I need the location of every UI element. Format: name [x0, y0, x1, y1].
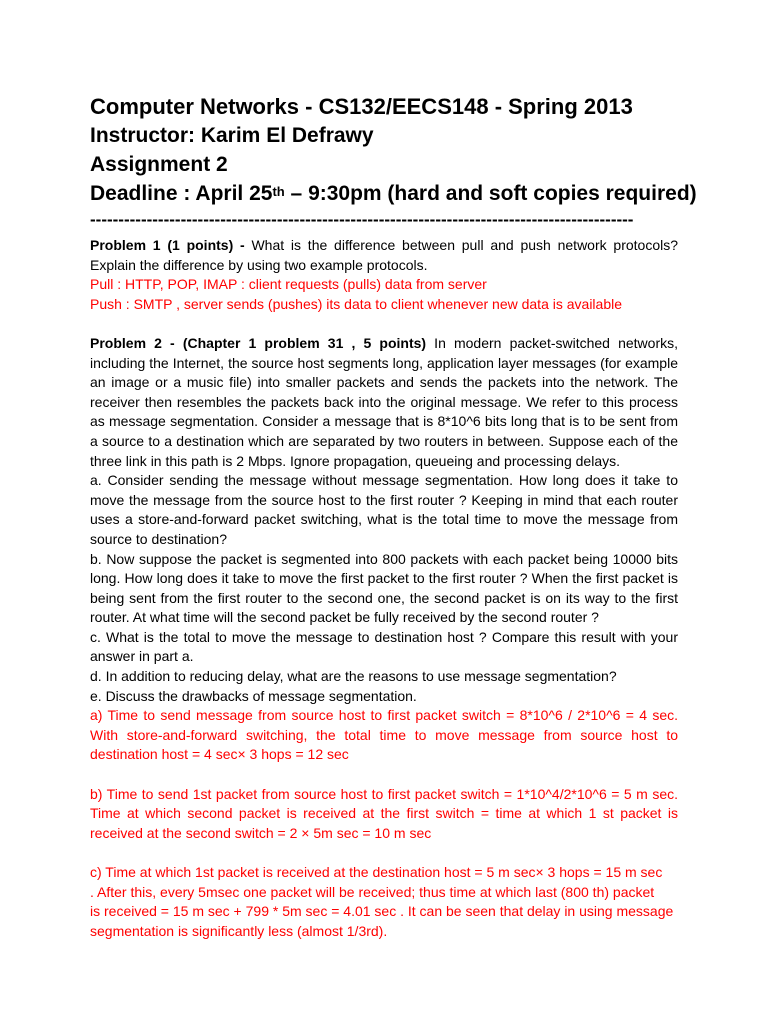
problem2-answer-c-line1: c) Time at which 1st packet is received at the destination host = 5 m sec× 3 hops = 15 m sec — [90, 864, 663, 880]
deadline-prefix: Deadline : April 25 — [90, 182, 273, 205]
problem1-heading: Problem 1 (1 points) - — [90, 237, 245, 253]
problem2-answer-c-line2: . After this, every 5msec one packet will be received; thus time at which last (800 th) packet — [90, 883, 655, 900]
spacer — [90, 314, 678, 334]
separator-line: ------------------------------------------------------------------------------------------------ — [90, 210, 634, 229]
instructor-line: Instructor: Karim El Defrawy — [90, 124, 374, 147]
spacer — [90, 765, 678, 785]
problem1-answer-pull: Pull : HTTP, POP, IMAP : client requests (pulls) data from server — [90, 276, 487, 293]
document-page — [90, 92, 697, 941]
problem2-part-c: c. What is the total to move the message to destination host ? Compare this result with your answer in part a. — [90, 628, 678, 665]
problem1-text: What is the difference between pull and push network protocols? Explain the difference by using two example protocols. — [90, 237, 678, 273]
problem2-intro: In modern packet-switched networks, including the Internet, the source host segments long, application layer messages (for example an image or a music file) into smaller packets and sends the packets into the network. The receiver then resembles the packets back into the original message. We refer to this process as message segmentation. Consider a message that is 8*10^6 bits long that is to be sent from a source to a destination which are separated by two routers in between. Suppose each of the three link in this path is 2 Mbps. Ignore propagation, queueing and processing delays. — [90, 334, 678, 469]
deadline-line — [90, 179, 697, 208]
problem2-answer-c-line3: is received = 15 m sec + 799 * 5m sec = 4.01 sec . It can be seen that delay in using message — [90, 903, 674, 920]
deadline-suffix: – 9:30pm (hard and soft copies required) — [284, 182, 697, 205]
problem1-answer-push: Push : SMTP , server sends (pushes) its data to client whenever new data is available — [90, 295, 623, 312]
problem2-part-d: d. In addition to reducing delay, what are the reasons to use message segmentation? — [90, 668, 617, 685]
course-title: Computer Networks - CS132/EECS148 - Spring 2013 — [90, 94, 633, 119]
problem2-heading: Problem 2 - (Chapter 1 problem 31 , 5 points) — [90, 334, 427, 351]
problem2-answer-b: b) Time to send 1st packet from source host to first packet switch = 1*10^4/2*10^6 = 5 m sec. Time at which second packet is received at the first switch = time at which 1 st packet is received at the second switch = 2 × 5m sec = 10 m sec — [90, 785, 678, 841]
problem2-part-a: a. Consider sending the message without message segmentation. How long does it take to move the message from the source host to the first router ? Keeping in mind that each router uses a store-and-forward packet switching, what is the total time to move the message from source to destination? — [90, 472, 678, 547]
problem1-question — [90, 236, 678, 275]
problem2-answer-a: a) Time to send message from source host to first packet switch = 8*10^6 / 2*10^6 = 4 sec. With store-and-forward switching, the total time to move message from source host to destination host = 4 sec× 3 hops = 12 sec — [90, 707, 678, 763]
spacer — [90, 843, 678, 863]
problem2-part-e: e. Discuss the drawbacks of message segmentation. — [90, 687, 417, 704]
problem2-answer-c-line4: segmentation is significantly less (almost 1/3rd). — [90, 922, 388, 939]
deadline-superscript: th — [272, 184, 285, 199]
problem2-question — [90, 334, 678, 471]
problem2-part-b: b. Now suppose the packet is segmented into 800 packets with each packet being 10000 bits long. How long does it take to move the first packet to the first router ? When the first packet is being sent from the first router to the second one, the second packet is on its way to the first router. At what time will the second packet be fully received by the second router ? — [90, 550, 678, 626]
assignment-title: Assignment 2 — [90, 153, 228, 176]
